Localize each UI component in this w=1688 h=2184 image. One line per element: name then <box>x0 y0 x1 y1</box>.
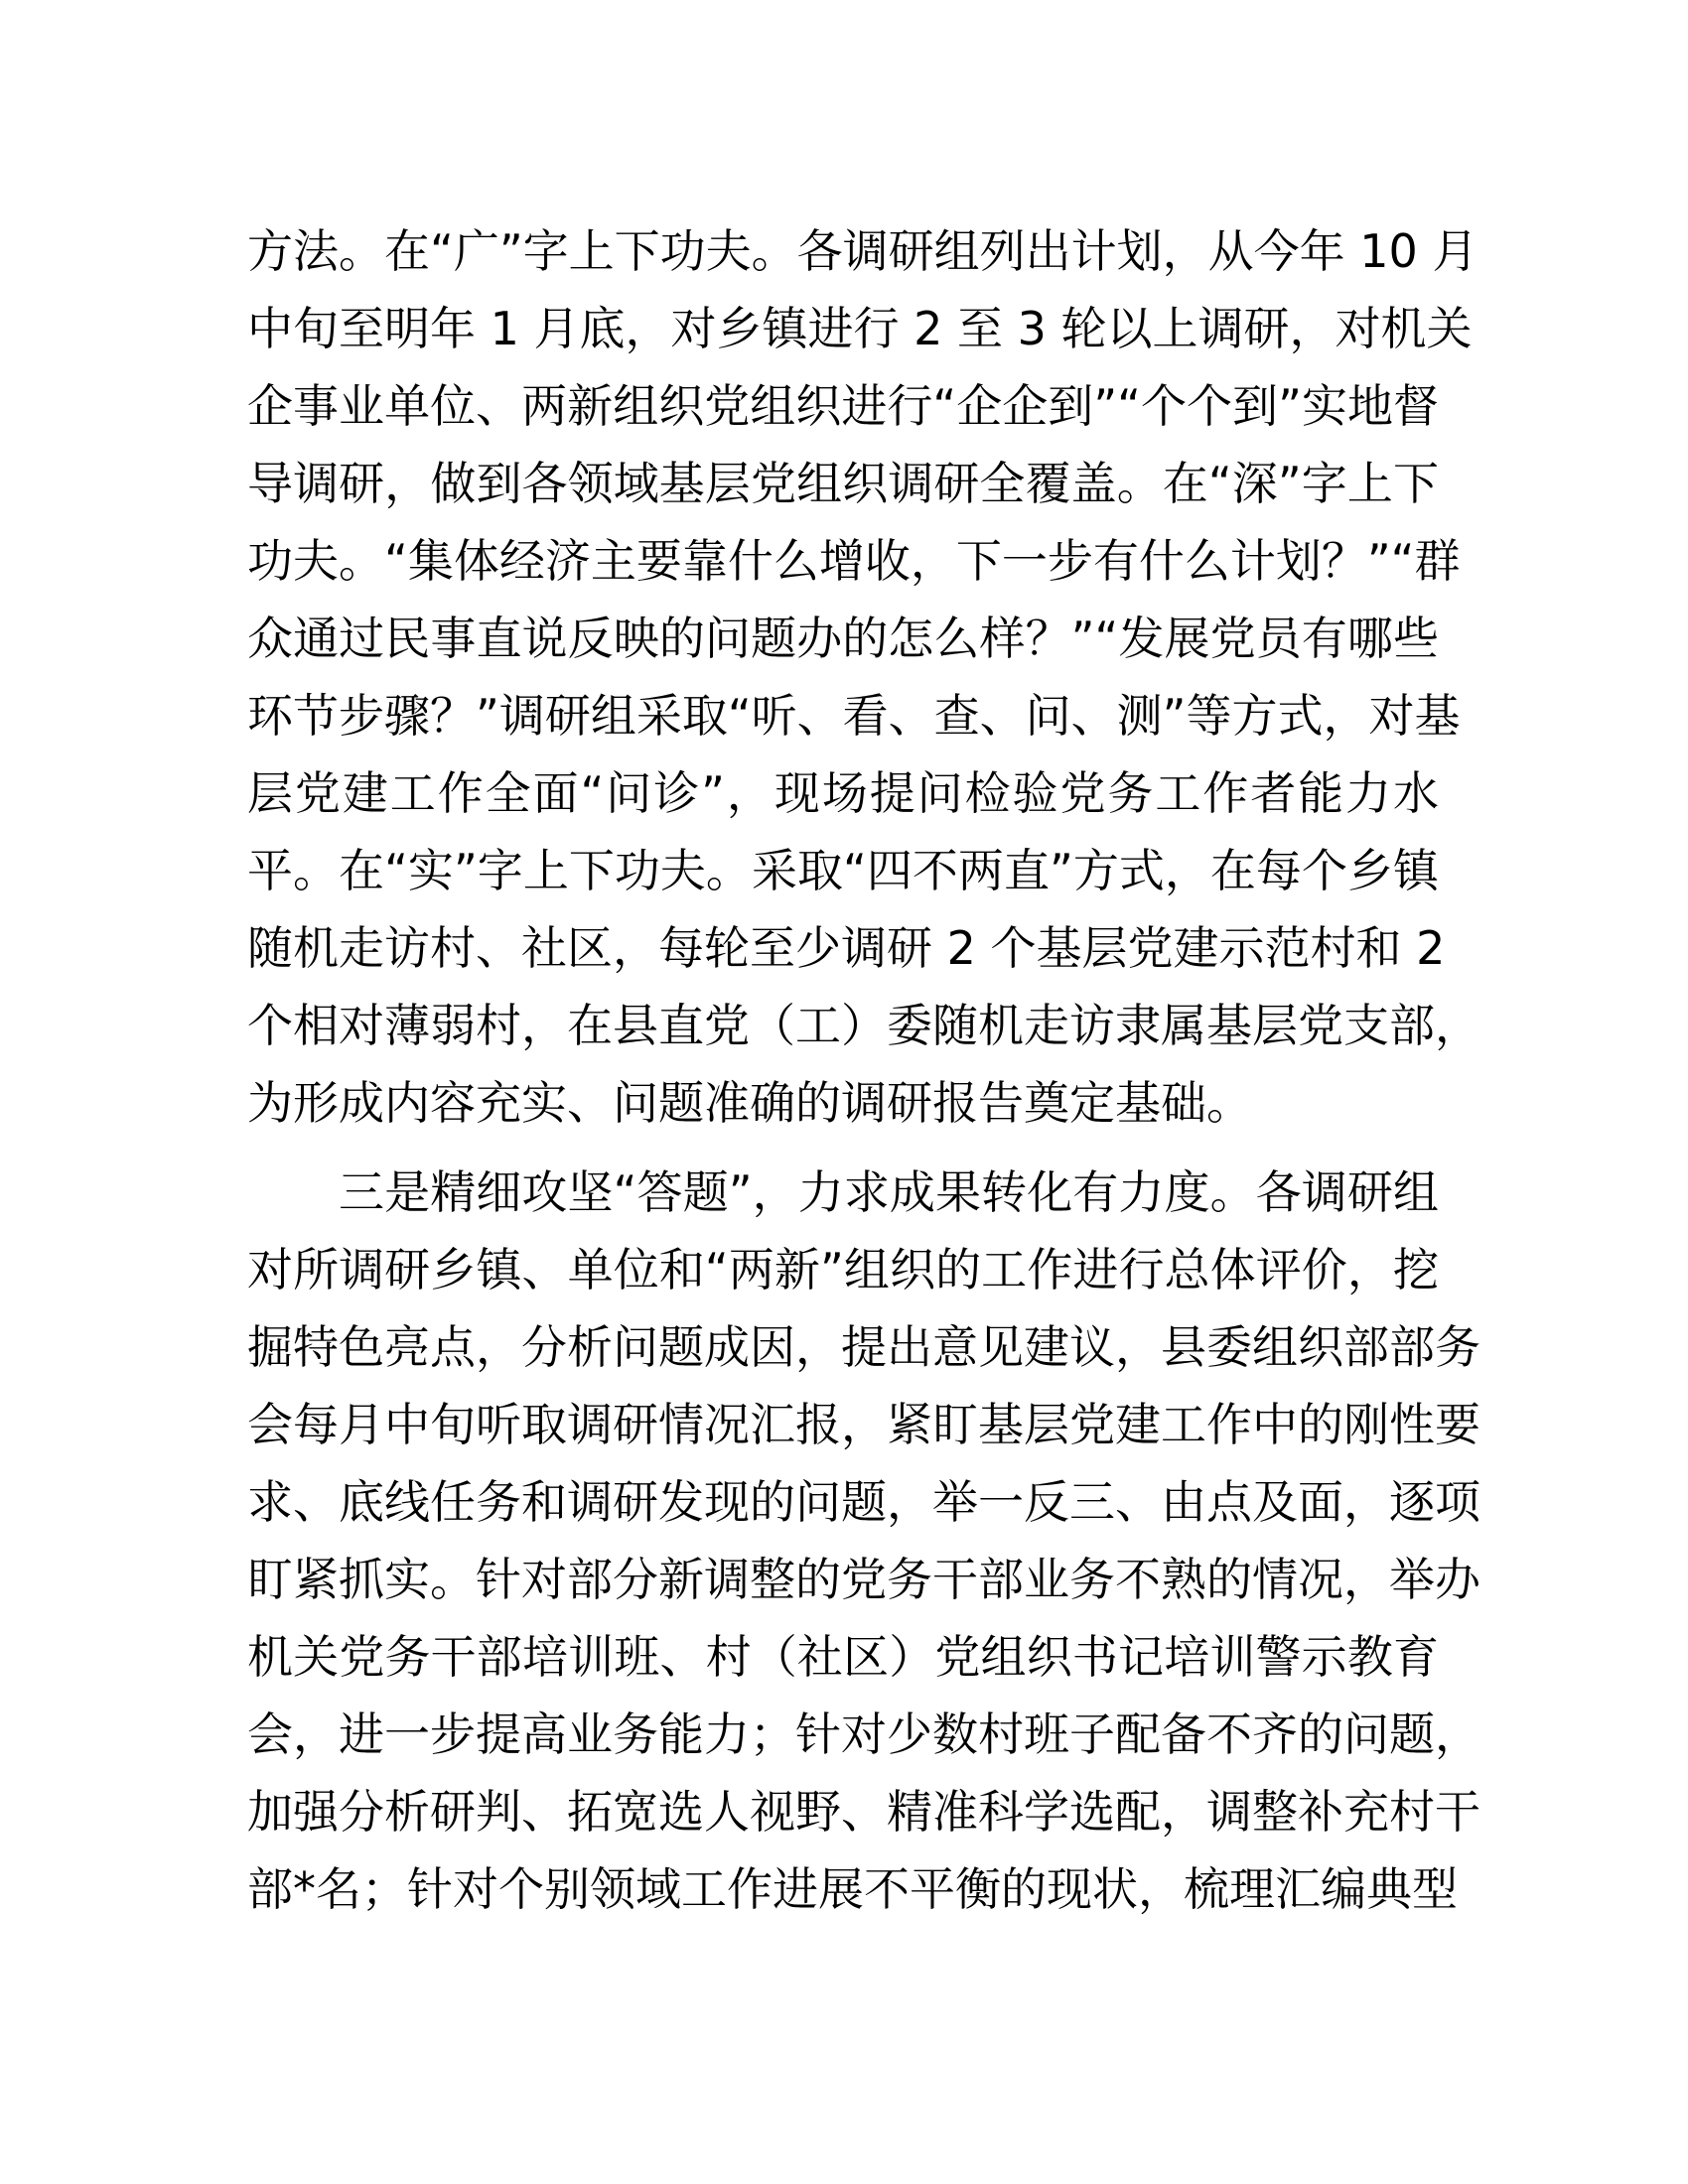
text-line: 会每月中旬听取调研情况汇报，紧盯基层党建工作中的刚性要 <box>247 1398 1480 1451</box>
text-line: 求、底线任务和调研发现的问题，举一反三、由点及面，逐项 <box>247 1475 1480 1529</box>
text-line: 随机走访村、社区，每轮至少调研 2 个基层党建示范村和 2 <box>247 921 1446 975</box>
text-line: 掘特色亮点，分析问题成因，提出意见建议，县委组织部部务 <box>247 1320 1480 1374</box>
paragraph-spacing <box>247 1142 1439 1154</box>
text-line: 盯紧抓实。针对部分新调整的党务干部业务不熟的情况，举办 <box>247 1553 1480 1606</box>
text-line: 方法。在“广”字上下功夫。各调研组列出计划，从今年 10 月 <box>247 224 1478 278</box>
text-line: 层党建工作全面“问诊”，现场提问检验党务工作者能力水 <box>247 766 1439 820</box>
text-line: 中旬至明年 1 月底，对乡镇进行 2 至 3 轮以上调研，对机关 <box>247 302 1473 355</box>
text-line: 个相对薄弱村，在县直党（工）委随机走访隶属基层党支部， <box>247 999 1480 1052</box>
text-line: 功夫。“集体经济主要靠什么增收，下一步有什么计划？”“群 <box>247 534 1461 588</box>
paragraph-1 <box>247 212 1480 1142</box>
paragraph-2 <box>247 1154 1480 1928</box>
text-line: 三是精细攻坚“答题”，力求成果转化有力度。各调研组 <box>339 1165 1439 1219</box>
text-line: 企事业单位、两新组织党组织进行“企企到”“个个到”实地督 <box>247 379 1439 433</box>
text-line: 会，进一步提高业务能力；针对少数村班子配备不齐的问题， <box>247 1707 1480 1761</box>
text-line: 加强分析研判、拓宽选人视野、精准科学选配，调整补充村干 <box>247 1785 1480 1839</box>
text-line: 导调研，做到各领域基层党组织调研全覆盖。在“深”字上下 <box>247 457 1439 510</box>
text-line: 为形成内容充实、问题准确的调研报告奠定基础。 <box>247 1076 1252 1130</box>
document-body <box>247 212 1480 1928</box>
text-line: 对所调研乡镇、单位和“两新”组织的工作进行总体评价，挖 <box>247 1243 1439 1297</box>
text-line: 机关党务干部培训班、村（社区）党组织书记培训警示教育 <box>247 1630 1439 1684</box>
text-line: 众通过民事直说反映的问题办的怎么样？”“发展党员有哪些 <box>247 612 1439 665</box>
text-line: 平。在“实”字上下功夫。采取“四不两直”方式，在每个乡镇 <box>247 844 1439 897</box>
text-line: 环节步骤？”调研组采取“听、看、查、问、测”等方式，对基 <box>247 689 1461 743</box>
text-line: 部*名；针对个别领域工作进展不平衡的现状，梳理汇编典型 <box>247 1862 1458 1916</box>
